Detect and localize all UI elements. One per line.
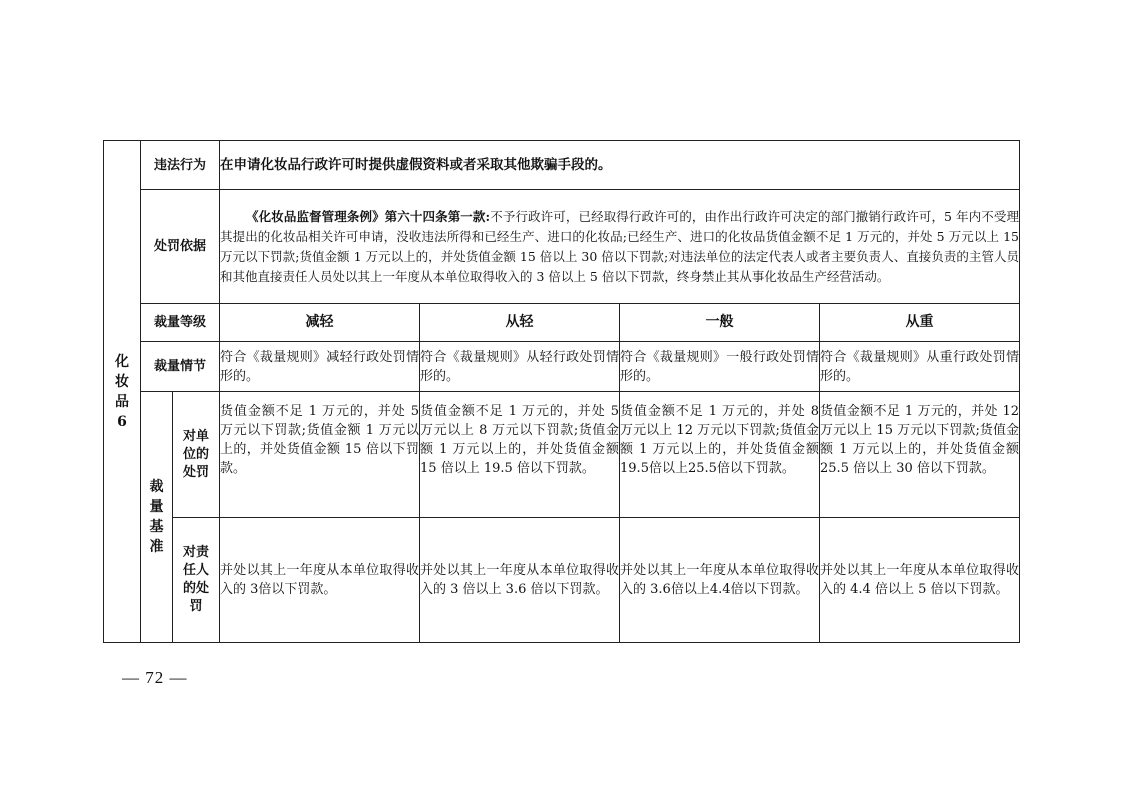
violation-label: 违法行为 [141, 141, 220, 190]
basis-row [104, 190, 1020, 304]
benchmark-char: 基 [149, 519, 164, 535]
benchmark-char: 准 [149, 539, 164, 555]
person-penalty-cell: 并处以其上一年度从本单位取得收入的 3倍以下罚款。 [220, 518, 420, 643]
unit-penalty-label [173, 392, 220, 518]
level-lighter: 从轻 [420, 304, 620, 342]
level-mitigated: 减轻 [220, 304, 420, 342]
violation-row [104, 141, 1020, 190]
benchmark-char: 量 [149, 499, 164, 515]
row-group-char: 品 [115, 393, 129, 410]
person-label-line: 对责 [183, 545, 210, 560]
row-group-label [104, 141, 141, 643]
circumstances-label: 裁量情节 [141, 342, 220, 392]
penalty-table [103, 140, 1020, 643]
circumstance-cell: 符合《裁量规则》一般行政处罚情形的。 [620, 342, 820, 392]
basis-source: 《化妆品监督管理条例》第六十四条第一款: [246, 208, 491, 224]
unit-penalty-cell: 货值金额不足 1 万元的，并处 5 万元以上 8 万元以下罚款;货值金额 1 万元以上的，并处货值金额 15 倍以上 19.5 倍以下罚款。 [420, 392, 620, 518]
levels-row [104, 304, 1020, 342]
person-penalty-label [173, 518, 220, 643]
violation-text: 在申请化妆品行政许可时提供虚假资料或者采取其他欺骗手段的。 [220, 141, 1020, 190]
benchmark-char: 裁 [149, 479, 164, 495]
unit-penalty-row [104, 392, 1020, 518]
person-penalty-cell: 并处以其上一年度从本单位取得收入的 3 倍以上 3.6 倍以下罚款。 [420, 518, 620, 643]
benchmark-label [141, 392, 173, 643]
person-penalty-cell: 并处以其上一年度从本单位取得收入的 3.6倍以上4.4倍以下罚款。 [620, 518, 820, 643]
circumstances-row [104, 342, 1020, 392]
page-number: — 72 — [122, 668, 188, 687]
circumstance-cell: 符合《裁量规则》从重行政处罚情形的。 [820, 342, 1020, 392]
person-penalty-row [104, 518, 1020, 643]
unit-penalty-cell: 货值金额不足 1 万元的，并处 5 万元以下罚款;货值金额 1 万元以上的，并处货值金额 15 倍以下罚款。 [220, 392, 420, 518]
person-label-line: 罚 [189, 599, 203, 614]
person-label-line: 任人 [183, 563, 210, 578]
circumstance-cell: 符合《裁量规则》从轻行政处罚情形的。 [420, 342, 620, 392]
unit-penalty-cell: 货值金额不足 1 万元的，并处 12 万元以上 15 万元以下罚款;货值金额 1 万元以上的，并处货值金额 25.5 倍以上 30 倍以下罚款。 [820, 392, 1020, 518]
level-heavier: 从重 [820, 304, 1020, 342]
levels-label: 裁量等级 [141, 304, 220, 342]
level-general: 一般 [620, 304, 820, 342]
person-label-line: 的处 [183, 581, 210, 596]
row-group-char: 妆 [115, 373, 129, 390]
circumstance-cell: 符合《裁量规则》减轻行政处罚情形的。 [220, 342, 420, 392]
row-group-char: 6 [117, 413, 127, 430]
person-penalty-cell: 并处以其上一年度从本单位取得收入的 4.4 倍以上 5 倍以下罚款。 [820, 518, 1020, 643]
basis-text [220, 190, 1020, 304]
unit-label-line: 对单 [183, 428, 210, 444]
basis-label: 处罚依据 [141, 190, 220, 304]
unit-label-line: 位的 [183, 446, 210, 462]
unit-penalty-cell: 货值金额不足 1 万元的，并处 8 万元以上 12 万元以下罚款;货值金额 1 万元以上的，并处货值金额19.5倍以上25.5倍以下罚款。 [620, 392, 820, 518]
row-group-char: 化 [115, 353, 129, 370]
unit-label-line: 处罚 [183, 464, 210, 480]
basis-body: 不予行政许可，已经取得行政许可的，由作出行政许可决定的部门撤销行政许可，5 年内不受理其提出的化妆品相关许可申请，没收违法所得和已经生产、进口的化妆品;已经生产、进口的化妆品货值金额不足 1 万元的，并处 5 万元以上 15 万元以下罚款;货值金额 1 万元以上的，并处货值金额 15 倍以上 30 倍以下罚款;对违法单位的法定代表人或者主要负责人、直接负责的主管人员和其他直接责任人员处以其上一年度从本单位取得收入的 3 倍以上 5 倍以下罚款，终身禁止其从事化妆品生产经营活动。 [220, 208, 1020, 284]
